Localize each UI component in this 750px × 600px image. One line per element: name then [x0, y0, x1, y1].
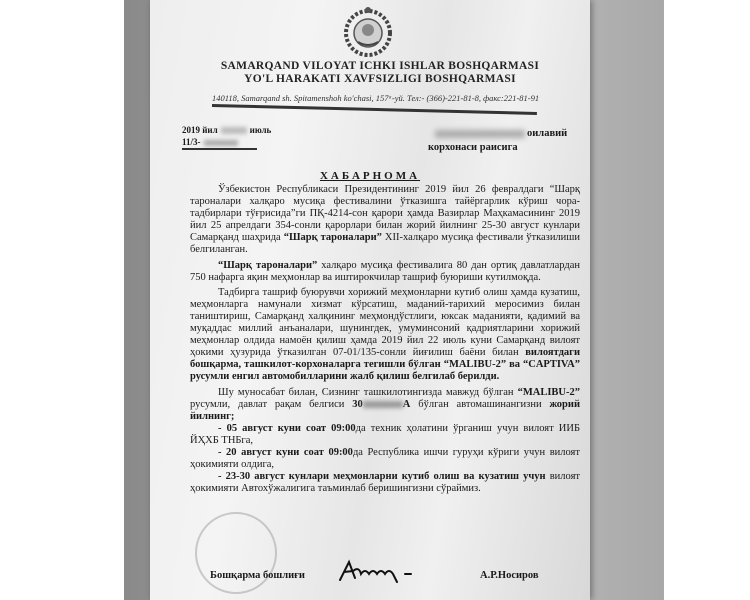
paragraph-2-bold: “Шарқ тароналари”	[218, 259, 318, 271]
paragraph-4-mid: русумли, давлат рақам белгиси	[190, 398, 353, 410]
document-body	[190, 184, 580, 495]
paragraph-4	[190, 387, 580, 423]
paragraph-1	[190, 184, 580, 257]
reference-date	[182, 125, 271, 135]
addressee-line1-text: оилавий	[527, 128, 568, 139]
paragraph-4-model: “MALIBU-2”	[517, 386, 580, 398]
paragraph-1-bold: “Шарқ тароналари”	[283, 232, 382, 244]
addressee-line2: корхонаси раисига	[428, 142, 518, 153]
letterhead-line1: SAMARQAND VILOYAT ICHKI ISHLAR BOSHQARMASI	[220, 60, 540, 72]
list-item-1-bold: - 05 август куни соат 09:00	[218, 422, 356, 434]
paragraph-3-text: Тадбирга ташриф буюрувчи хорижий меҳмонларни кутиб олиш ҳамда кузатиш, меҳмонларга намунали хизмат кўрсатиш, маданий-тарихий меросимиз билан таништириш, Самарқанд халқининг меҳмондўстлиги, юксак маданияти, қадимий ва муқаддас миллий анъаналари, шунингдек, умуминсоний қадриятларини хорижий меҳмонлар олдида намоён қилиш ҳамда 2019 йил 22 июль куни Самарқанд вилоят ҳокими ҳузурида ўтказилган 07-01/135-сонли йиғилиш баёни билан	[190, 286, 580, 359]
paragraph-2	[190, 260, 580, 284]
handwritten-signature	[335, 556, 425, 586]
faded-stamp	[195, 512, 277, 594]
list-item-2-text: да Республика ишчи гуруҳи кўриги учун вилоят ҳокимияти олдига,	[190, 446, 580, 471]
header-divider	[212, 104, 537, 115]
signatory-role: Бошқарма бошлиғи	[210, 570, 305, 581]
reference-underline	[182, 148, 257, 150]
list-item-1-text: да техник ҳолатини ўрганиш учун вилоят ИИБ ЙҲХБ ТНБга,	[190, 422, 581, 446]
redacted-plate	[363, 401, 403, 408]
paragraph-4-bold: жорий йилнинг;	[190, 398, 580, 422]
addressee-line1	[435, 128, 567, 139]
paragraph-3-bold: вилоятдаги бошқарма, ташкилот-корхоналарга тегишли бўлган “MALIBU-2” ва “CAPTIVA” русумли енгил автомобилларини жалб қилиш белгилаб берилди.	[190, 347, 580, 383]
list-item-3	[190, 471, 580, 495]
paragraph-2-text: халқаро мусиқа фестивалига 80 дан ортиқ давлатлардан 750 нафарга яқин меҳмонлар ва иштирокчилар ташриф буюриши кутилмоқда.	[190, 259, 581, 283]
signatory-name: А.Р.Носиров	[480, 570, 539, 581]
list-item-1	[190, 423, 580, 447]
redacted-addressee	[435, 130, 525, 138]
redacted-day	[221, 127, 247, 134]
paragraph-1-text: Ўзбекистон Республикаси Президентининг 2019 йил 26 февралдаги “Шарқ тароналари халқаро мусиқа фестивалини ўтказишга тайёргарлик кўриш чора-тадбирлари тўғрисида”ги ПҚ-4214-сон қарори ҳамда Вазирлар Маҳкамасининг 2019 йил 25 апрелдаги 354-сонли қарорлари билан жорий йилнинг 25-30 август кунлари Самарқанд шаҳрида	[190, 184, 580, 244]
list-item-3-bold: - 23-30 август кунлари меҳмонларни кутиб олиш ва кузатиш учун	[218, 471, 546, 483]
plate-end: A	[402, 398, 411, 410]
paragraph-4-text: Шу муносабат билан, Сизнинг ташкилотингизда мавжуд бўлган	[218, 386, 518, 398]
list-item-2-bold: - 20 август куни соат 09:00	[218, 446, 353, 458]
paragraph-4-end: бўлган автомашинангизни	[410, 398, 550, 410]
redacted-number	[204, 140, 238, 146]
document-title: ХАБАРНОМА	[319, 170, 421, 182]
paragraph-1-end: XII-халқаро мусиқа фестивали ўтказилиши белгиланган.	[190, 232, 580, 256]
reference-number	[182, 137, 238, 147]
reference-date-suffix: июль	[249, 125, 272, 135]
letterhead-address: 140118, Samarqand sh. Spitamenshoh ko'chasi, 157ᵃ-уй. Тел:- (366)-221-81-8, факс:221-81-91	[212, 93, 540, 103]
state-emblem-icon	[340, 6, 396, 58]
list-item-2	[190, 447, 580, 471]
reference-date-prefix: 2019 йил	[182, 125, 218, 135]
reference-number-text: 11/3-	[182, 137, 201, 147]
plate-start: 30	[352, 398, 363, 410]
letterhead-line2: YO'L HARAKATI XAVFSIZLIGI BOSHQARMASI	[244, 73, 516, 85]
list-item-3-text: вилоят ҳокимияти Автохўжалигига таъминлаб беришингизни сўраймиз.	[190, 471, 580, 495]
paragraph-3	[190, 287, 580, 384]
document-page	[150, 0, 590, 600]
